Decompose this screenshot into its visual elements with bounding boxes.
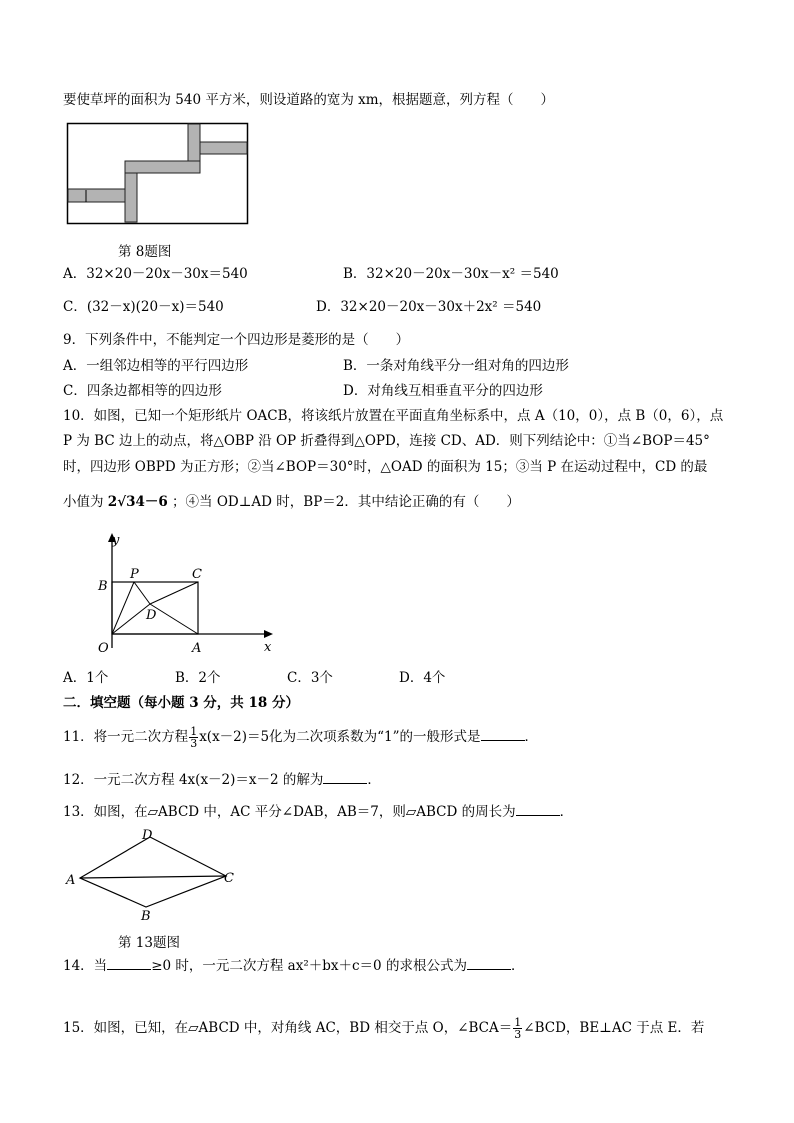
q11-prefix: 11．将一元二次方程 <box>63 729 189 745</box>
q9-stem: 9．下列条件中，不能判定一个四边形是菱形的是（ ） <box>63 332 410 348</box>
q8-option-d: D．32×20－20x－30x＋2x² ＝540 <box>316 299 542 315</box>
q14-middle: ≥0 时，一元二次方程 ax²＋bx＋c＝0 的求根公式为 <box>151 958 467 974</box>
q10-label-b: B <box>98 579 108 594</box>
q10-figure <box>68 530 280 656</box>
q15 <box>63 1017 704 1040</box>
q10-label-p: P <box>130 567 139 582</box>
q13-answer-blank[interactable] <box>516 801 560 816</box>
q8-option-c: C．(32－x)(20－x)＝540 <box>63 299 224 315</box>
q14-end: ． <box>510 958 525 974</box>
q8-figure <box>66 122 250 226</box>
q11 <box>63 726 538 749</box>
q9-option-c: C．四条边都相等的四边形 <box>63 383 222 399</box>
q8-stem: 要使草坪的面积为 540 平方米，则设道路的宽为 xm，根据题意，列方程（ ） <box>63 92 555 108</box>
q8-option-b: B．32×20－20x－30x－x² ＝540 <box>343 266 559 282</box>
q12-answer-blank[interactable] <box>323 769 367 784</box>
q13-label-a: A <box>66 873 76 888</box>
q10-label-o: O <box>98 641 109 656</box>
q10-line-4 <box>63 492 520 512</box>
q11-frac-den: 3 <box>190 737 198 750</box>
q12 <box>63 769 381 790</box>
q10-line-1: 10．如图，已知一个矩形纸片 OACB，将该纸片放置在平面直角坐标系中，点 A（10，0），点 B（0，6），点 <box>63 408 724 424</box>
q11-end: ． <box>524 729 539 745</box>
q8-option-a: A．32×20－20x－30x＝540 <box>63 266 248 282</box>
q10-option-b: B．2个 <box>175 670 221 686</box>
q8-caption: 第 8题图 <box>118 244 172 260</box>
q10-label-c: C <box>192 567 202 582</box>
q11-answer-blank[interactable] <box>481 726 525 741</box>
q10-option-d: D．4个 <box>399 670 446 686</box>
q15-frac-den: 3 <box>514 1028 522 1041</box>
q12-text: 12．一元二次方程 4x(x－2)＝x－2 的解为 <box>63 772 324 788</box>
q10-label-x: x <box>264 640 272 655</box>
q10-line-4-suffix: ；④当 OD⊥AD 时，BP＝2．其中结论正确的有（ ） <box>172 494 520 510</box>
q13-text: 13．如图，在▱ABCD 中，AC 平分∠DAB，AB＝7，则▱ABCD 的周长为 <box>63 804 516 820</box>
q9-option-b: B．一条对角线平分一组对角的四边形 <box>343 358 569 374</box>
q15-suffix: ∠BCD，BE⊥AC 于点 E．若 <box>523 1020 705 1036</box>
q10-line-3: 时，四边形 OBPD 为正方形；②当∠BOP＝30°时，△OAD 的面积为 15；③当 P 在运动过程中，CD 的最 <box>63 459 708 475</box>
q10-option-a: A．1个 <box>63 670 109 686</box>
q14 <box>63 955 524 976</box>
q13-caption: 第 13题图 <box>118 935 180 951</box>
section-2-title: 二．填空题（每小题 3 分，共 18 分） <box>63 695 299 711</box>
q10-label-d: D <box>146 608 157 623</box>
q15-fraction <box>513 1017 522 1040</box>
q15-frac-num: 1 <box>514 1016 522 1029</box>
q13-label-d: D <box>142 828 153 843</box>
q10-label-y: y <box>112 533 120 548</box>
q10-line-2: P 为 BC 边上的动点，将△OBP 沿 OP 折叠得到△OPD，连接 CD、AD．则下列结论中：①当∠BOP＝45° <box>63 433 710 449</box>
q13-end: ． <box>559 804 574 820</box>
q13-label-c: C <box>224 871 234 886</box>
q10-label-a: A <box>192 641 202 656</box>
q13-label-b: B <box>141 909 151 924</box>
q11-frac-num: 1 <box>190 725 198 738</box>
q10-line-4-prefix: 小值为 <box>63 494 104 510</box>
q10-min-value: 2√34－6 <box>107 494 168 510</box>
q11-suffix: x(x－2)＝5化为二次项系数为“1”的一般形式是 <box>199 729 481 745</box>
q14-prefix: 14．当 <box>63 958 108 974</box>
q14-blank-formula[interactable] <box>467 955 511 970</box>
q14-blank-condition[interactable] <box>107 955 151 970</box>
q9-option-d: D．对角线互相垂直平分的四边形 <box>343 383 543 399</box>
q9-option-a: A．一组邻边相等的平行四边形 <box>63 358 249 374</box>
q10-option-c: C．3个 <box>287 670 333 686</box>
q15-prefix: 15．如图，已知，在▱ABCD 中，对角线 AC，BD 相交于点 O，∠BCA＝ <box>63 1020 513 1036</box>
q13 <box>63 801 573 822</box>
q11-fraction <box>189 726 198 749</box>
q13-figure <box>62 824 246 924</box>
q12-end: ． <box>367 772 381 788</box>
